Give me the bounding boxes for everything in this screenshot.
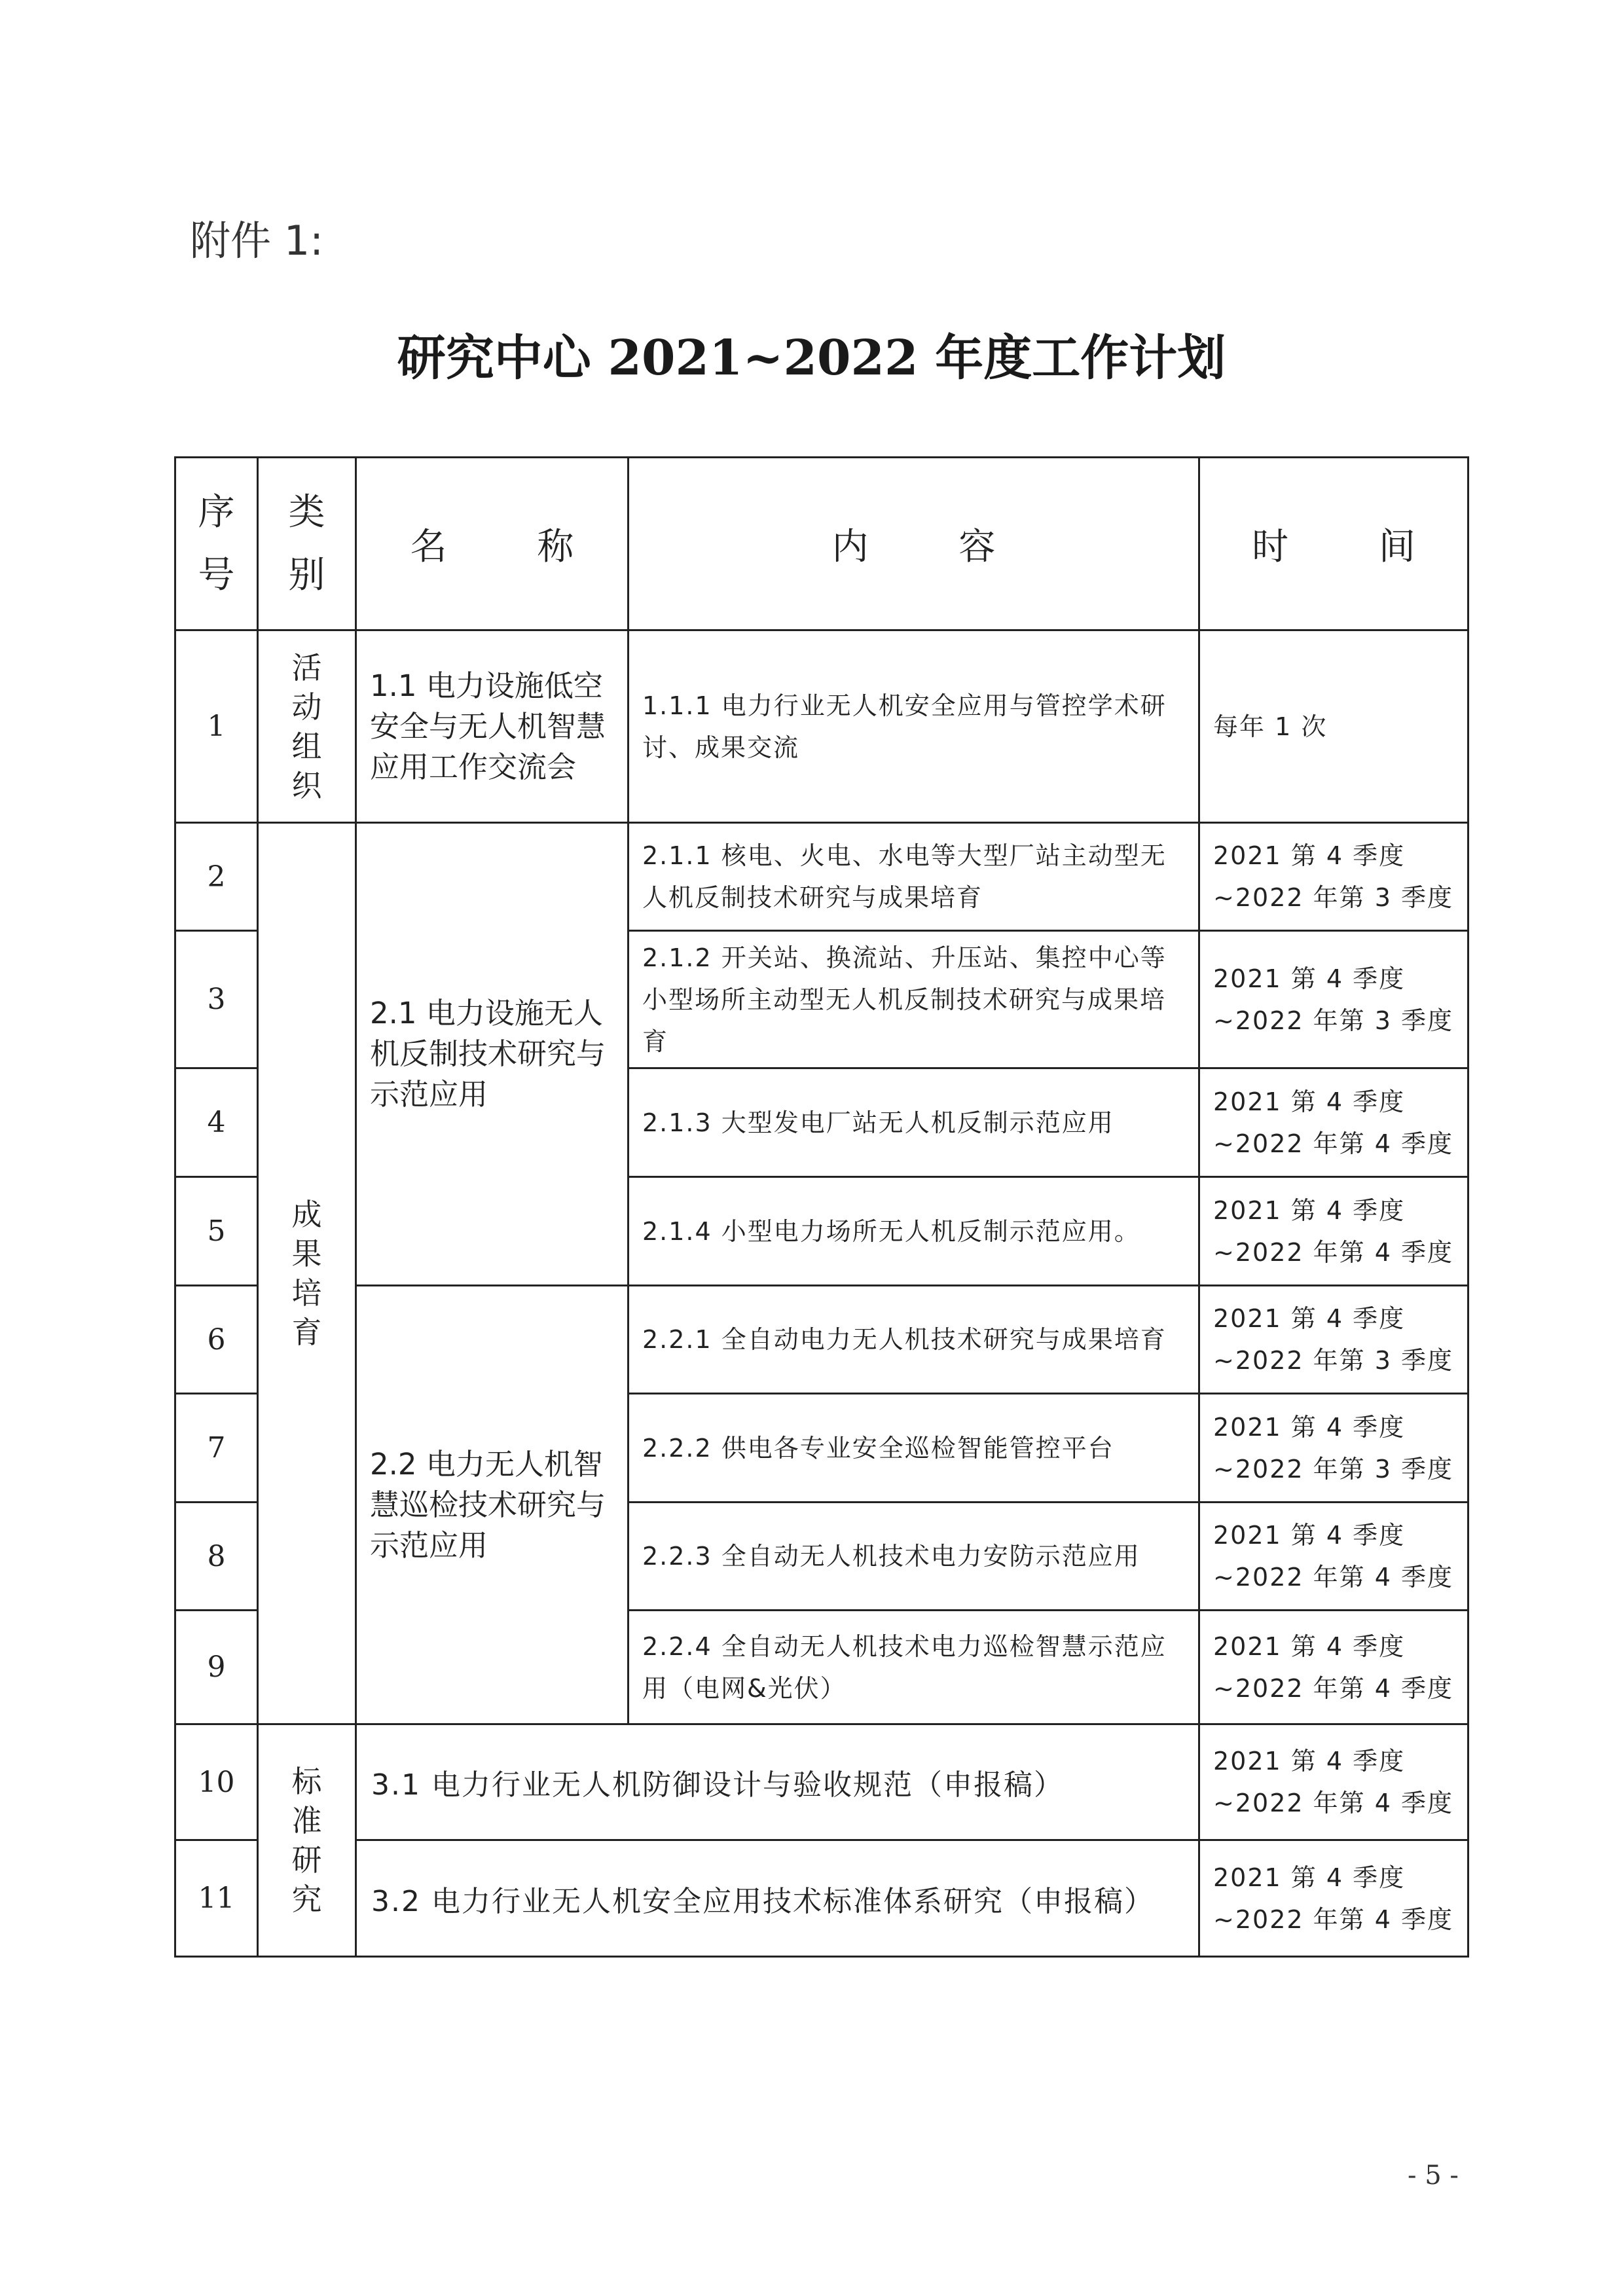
content-cell: 2.1.4 小型电力场所无人机反制示范应用。 (629, 1177, 1199, 1286)
time-cell: 2021 第 4 季度 ~2022 年第 3 季度 (1199, 1286, 1468, 1394)
category-activity: 活 动 组 织 (258, 630, 356, 823)
row-index: 4 (175, 1068, 258, 1177)
merged-content-cell: 3.2 电力行业无人机安全应用技术标准体系研究（申报稿） (356, 1840, 1199, 1957)
time-cell: 2021 第 4 季度 ~2022 年第 4 季度 (1199, 1611, 1468, 1724)
row-index: 1 (175, 630, 258, 823)
content-cell: 2.2.1 全自动电力无人机技术研究与成果培育 (629, 1286, 1199, 1394)
row-index: 3 (175, 931, 258, 1068)
name-cell: 1.1 电力设施低空安全与无人机智慧应用工作交流会 (356, 630, 629, 823)
table-row (175, 1840, 1468, 1957)
time-cell: 2021 第 4 季度 ~2022 年第 3 季度 (1199, 931, 1468, 1068)
row-index: 5 (175, 1177, 258, 1286)
header-content: 内 容 (629, 458, 1199, 630)
content-cell: 2.2.3 全自动无人机技术电力安防示范应用 (629, 1503, 1199, 1611)
row-index: 7 (175, 1394, 258, 1503)
header-category: 类 别 (258, 458, 356, 630)
time-cell: 2021 第 4 季度 ~2022 年第 3 季度 (1199, 823, 1468, 931)
work-plan-table (174, 456, 1469, 1958)
merged-content-cell: 3.1 电力行业无人机防御设计与验收规范（申报稿） (356, 1724, 1199, 1840)
time-cell: 2021 第 4 季度 ~2022 年第 4 季度 (1199, 1177, 1468, 1286)
content-cell: 2.1.3 大型发电厂站无人机反制示范应用 (629, 1068, 1199, 1177)
row-index: 10 (175, 1724, 258, 1840)
table-row (175, 630, 1468, 823)
content-cell: 2.2.2 供电各专业安全巡检智能管控平台 (629, 1394, 1199, 1503)
content-cell: 2.1.2 开关站、换流站、升压站、集控中心等小型场所主动型无人机反制技术研究与成果培育 (629, 931, 1199, 1068)
table-row (175, 1286, 1468, 1394)
name-cell: 2.1 电力设施无人机反制技术研究与示范应用 (356, 823, 629, 1286)
page-number: - 5 - (1408, 2160, 1459, 2191)
time-cell: 2021 第 4 季度 ~2022 年第 4 季度 (1199, 1724, 1468, 1840)
time-cell: 2021 第 4 季度 ~2022 年第 4 季度 (1199, 1840, 1468, 1957)
category-standards: 标 准 研 究 (258, 1724, 356, 1957)
time-cell: 2021 第 4 季度 ~2022 年第 4 季度 (1199, 1503, 1468, 1611)
table-row (175, 823, 1468, 931)
time-cell: 2021 第 4 季度 ~2022 年第 3 季度 (1199, 1394, 1468, 1503)
row-index: 2 (175, 823, 258, 931)
content-cell: 1.1.1 电力行业无人机安全应用与管控学术研讨、成果交流 (629, 630, 1199, 823)
time-cell: 2021 第 4 季度 ~2022 年第 4 季度 (1199, 1068, 1468, 1177)
row-index: 11 (175, 1840, 258, 1957)
row-index: 6 (175, 1286, 258, 1394)
table-row (175, 1724, 1468, 1840)
name-cell: 2.2 电力无人机智慧巡检技术研究与示范应用 (356, 1286, 629, 1724)
table-header-row (175, 458, 1468, 630)
attachment-label: 附件 1: (190, 217, 324, 264)
content-cell: 2.1.1 核电、火电、水电等大型厂站主动型无人机反制技术研究与成果培育 (629, 823, 1199, 931)
header-name: 名 称 (356, 458, 629, 630)
category-results: 成 果 培 育 (258, 823, 356, 1724)
row-index: 9 (175, 1611, 258, 1724)
content-cell: 2.2.4 全自动无人机技术电力巡检智慧示范应用（电网&光伏） (629, 1611, 1199, 1724)
time-cell: 每年 1 次 (1199, 630, 1468, 823)
header-time: 时 间 (1199, 458, 1468, 630)
row-index: 8 (175, 1503, 258, 1611)
document-title: 研究中心 2021~2022 年度工作计划 (397, 330, 1226, 386)
header-index: 序 号 (175, 458, 258, 630)
